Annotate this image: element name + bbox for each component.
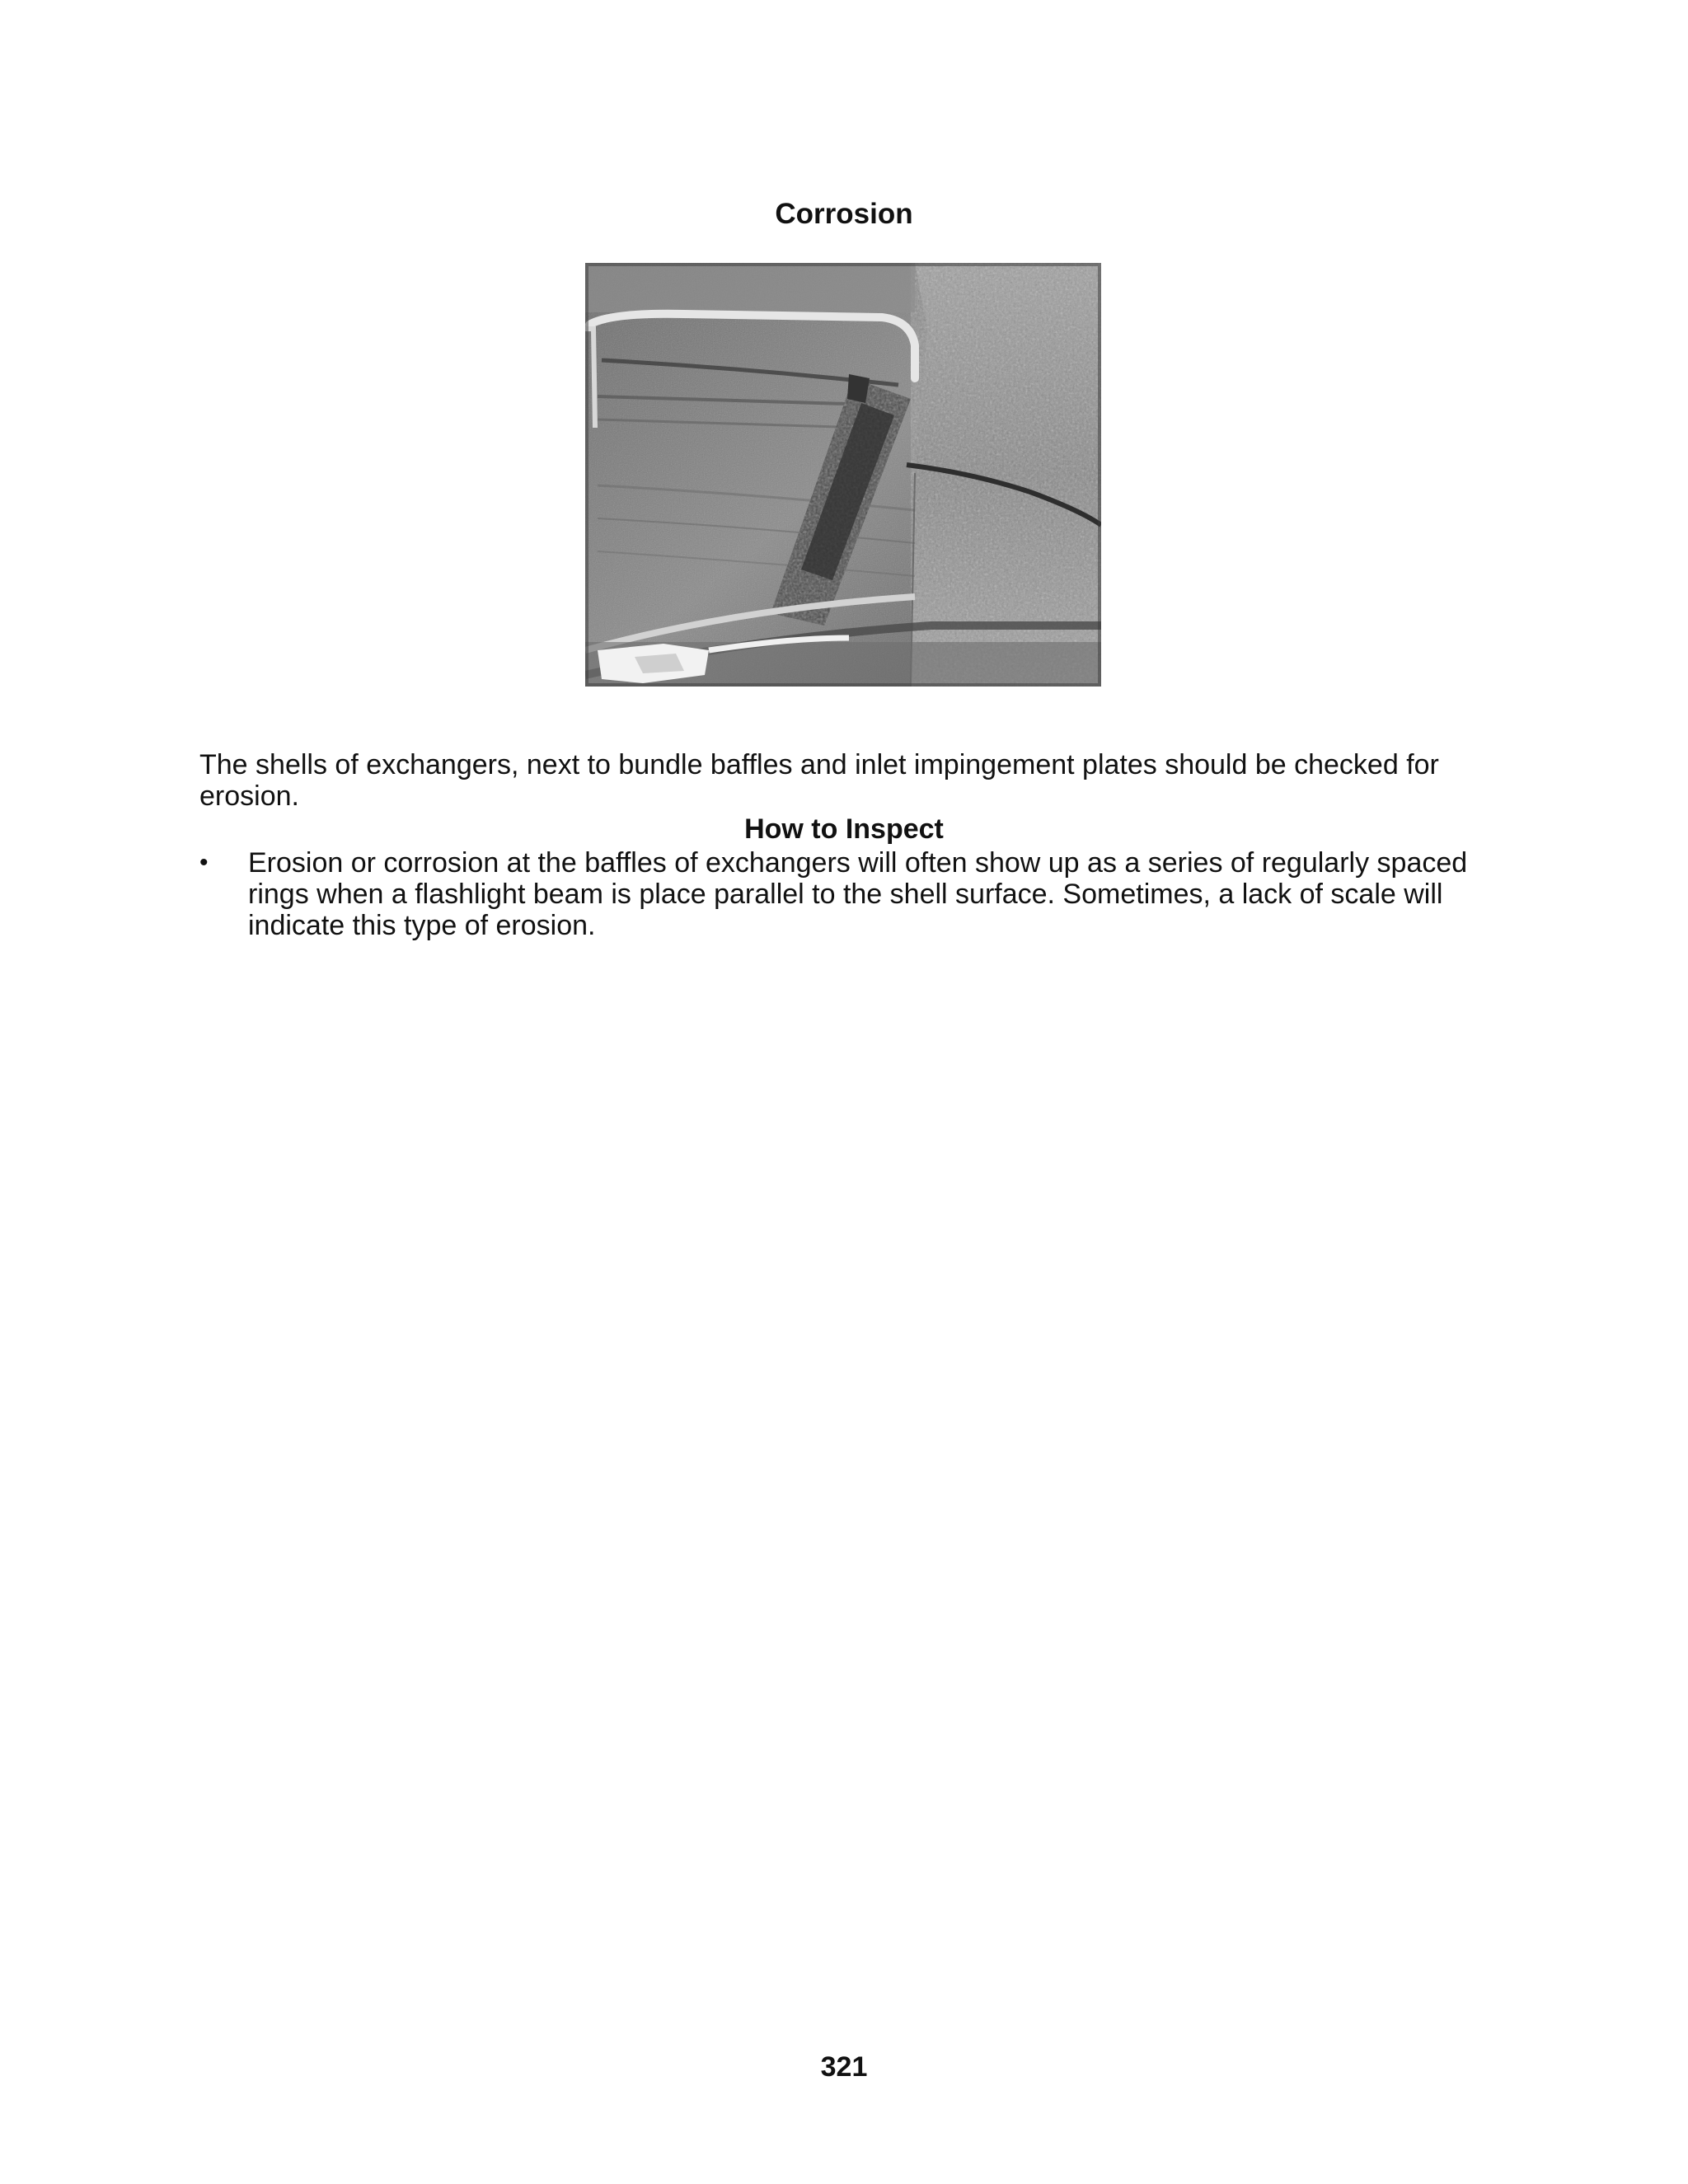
page-title: Corrosion: [775, 198, 913, 230]
inspection-list: [199, 847, 1485, 941]
body-paragraph: The shells of exchangers, next to bundle baffles and inlet impingement plates should be checked for erosion.: [199, 749, 1439, 812]
section-heading: How to Inspect: [744, 813, 944, 845]
list-item: [199, 847, 1485, 941]
list-item-text: Erosion or corrosion at the baffles of exchangers will often show up as a series of regularly spaced rings when a flashlight beam is place parallel to the shell surface. Sometimes, a lack of scale will indicate this type of erosion.: [248, 847, 1468, 941]
bullet-icon: •: [199, 849, 209, 876]
corrosion-photo: [585, 263, 1101, 687]
page-number: 321: [820, 2051, 868, 2083]
